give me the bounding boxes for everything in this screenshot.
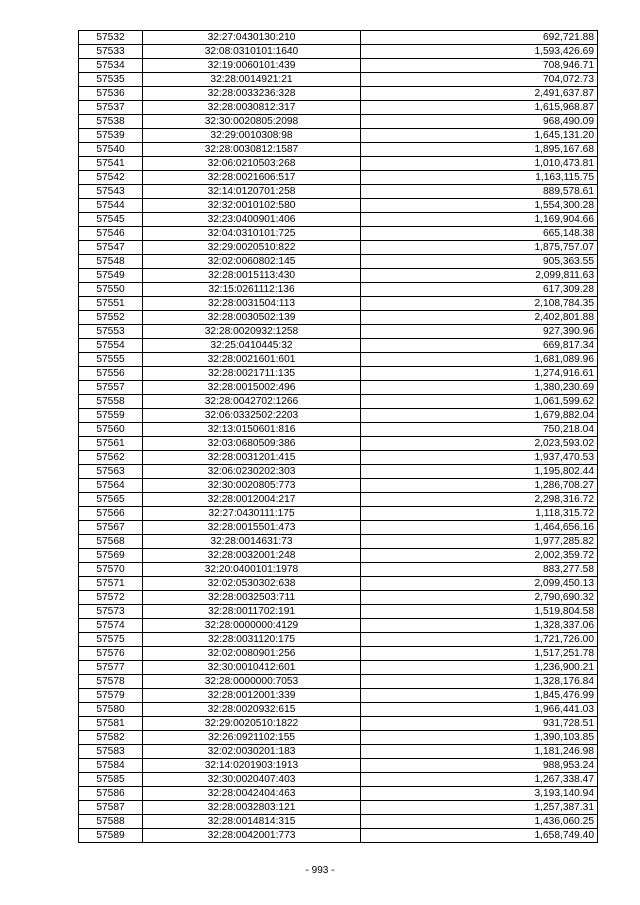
- row-number-cell: 57562: [79, 451, 143, 465]
- table-row: [79, 255, 598, 269]
- cadastral-number-cell: 32:29:0010308:98: [143, 129, 361, 143]
- table-row: [79, 815, 598, 829]
- table-row: [79, 591, 598, 605]
- value-cell: 2,023,593.02: [361, 437, 598, 451]
- value-cell: 1,615,968.87: [361, 101, 598, 115]
- table-row: [79, 787, 598, 801]
- table-row: [79, 381, 598, 395]
- row-number-cell: 57564: [79, 479, 143, 493]
- cadastral-number-cell: 32:28:0014921:21: [143, 73, 361, 87]
- table-row: [79, 353, 598, 367]
- value-cell: 750,218.04: [361, 423, 598, 437]
- row-number-cell: 57537: [79, 101, 143, 115]
- table-row: [79, 507, 598, 521]
- cadastral-number-cell: 32:03:0680509:386: [143, 437, 361, 451]
- table-row: [79, 409, 598, 423]
- table-row: [79, 143, 598, 157]
- table-row: [79, 395, 598, 409]
- row-number-cell: 57574: [79, 619, 143, 633]
- table-row: [79, 689, 598, 703]
- table-row: [79, 59, 598, 73]
- table-row: [79, 325, 598, 339]
- table-row: [79, 535, 598, 549]
- cadastral-number-cell: 32:28:0042702:1266: [143, 395, 361, 409]
- table-row: [79, 73, 598, 87]
- table-row: [79, 269, 598, 283]
- row-number-cell: 57588: [79, 815, 143, 829]
- row-number-cell: 57544: [79, 199, 143, 213]
- row-number-cell: 57573: [79, 605, 143, 619]
- cadastral-number-cell: 32:28:0021601:601: [143, 353, 361, 367]
- value-cell: 708,946.71: [361, 59, 598, 73]
- value-cell: 2,002,359.72: [361, 549, 598, 563]
- table-row: [79, 605, 598, 619]
- row-number-cell: 57553: [79, 325, 143, 339]
- row-number-cell: 57557: [79, 381, 143, 395]
- page-number: - 993 -: [305, 865, 335, 876]
- cadastral-number-cell: 32:28:0032001:248: [143, 549, 361, 563]
- cadastral-number-cell: 32:28:0014814:315: [143, 815, 361, 829]
- value-cell: 1,328,176.84: [361, 675, 598, 689]
- row-number-cell: 57539: [79, 129, 143, 143]
- row-number-cell: 57575: [79, 633, 143, 647]
- cadastral-number-cell: 32:27:0430130:210: [143, 31, 361, 45]
- cadastral-number-cell: 32:30:0020805:773: [143, 479, 361, 493]
- row-number-cell: 57579: [79, 689, 143, 703]
- cadastral-number-cell: 32:28:0012004:217: [143, 493, 361, 507]
- value-cell: 1,236,900.21: [361, 661, 598, 675]
- cadastral-number-cell: 32:32:0010102:580: [143, 199, 361, 213]
- table-row: [79, 101, 598, 115]
- value-cell: 665,148.38: [361, 227, 598, 241]
- row-number-cell: 57585: [79, 773, 143, 787]
- cadastral-number-cell: 32:23:0400901:406: [143, 213, 361, 227]
- row-number-cell: 57548: [79, 255, 143, 269]
- cadastral-value-table: [78, 30, 598, 843]
- cadastral-number-cell: 32:02:0530302:638: [143, 577, 361, 591]
- row-number-cell: 57542: [79, 171, 143, 185]
- row-number-cell: 57565: [79, 493, 143, 507]
- value-cell: 692,721.88: [361, 31, 598, 45]
- cadastral-number-cell: 32:28:0031120:175: [143, 633, 361, 647]
- cadastral-number-cell: 32:30:0010412:601: [143, 661, 361, 675]
- value-cell: 1,658,749.40: [361, 829, 598, 843]
- value-cell: 1,390,103.85: [361, 731, 598, 745]
- value-cell: 988,953.24: [361, 759, 598, 773]
- value-cell: 1,645,131.20: [361, 129, 598, 143]
- table-row: [79, 451, 598, 465]
- row-number-cell: 57567: [79, 521, 143, 535]
- cadastral-number-cell: 32:28:0011702:191: [143, 605, 361, 619]
- table-row: [79, 227, 598, 241]
- cadastral-number-cell: 32:19:0060101:439: [143, 59, 361, 73]
- cadastral-number-cell: 32:28:0014631:73: [143, 535, 361, 549]
- value-cell: 669,817.34: [361, 339, 598, 353]
- cadastral-number-cell: 32:30:0020407:403: [143, 773, 361, 787]
- cadastral-number-cell: 32:02:0030201:183: [143, 745, 361, 759]
- row-number-cell: 57572: [79, 591, 143, 605]
- table-row: [79, 647, 598, 661]
- table-row: [79, 115, 598, 129]
- table-row: [79, 367, 598, 381]
- row-number-cell: 57550: [79, 283, 143, 297]
- value-cell: 2,298,316.72: [361, 493, 598, 507]
- row-number-cell: 57552: [79, 311, 143, 325]
- value-cell: 1,267,338.47: [361, 773, 598, 787]
- value-cell: 905,363.55: [361, 255, 598, 269]
- cadastral-number-cell: 32:28:0000000:4129: [143, 619, 361, 633]
- row-number-cell: 57566: [79, 507, 143, 521]
- table-row: [79, 759, 598, 773]
- value-cell: 1,681,089.96: [361, 353, 598, 367]
- row-number-cell: 57569: [79, 549, 143, 563]
- cadastral-number-cell: 32:25:0410445:32: [143, 339, 361, 353]
- value-cell: 1,118,315.72: [361, 507, 598, 521]
- value-cell: 1,937,470.53: [361, 451, 598, 465]
- row-number-cell: 57580: [79, 703, 143, 717]
- value-cell: 1,010,473.81: [361, 157, 598, 171]
- value-cell: 1,517,251.78: [361, 647, 598, 661]
- table-row: [79, 311, 598, 325]
- row-number-cell: 57587: [79, 801, 143, 815]
- row-number-cell: 57560: [79, 423, 143, 437]
- cadastral-number-cell: 32:06:0230202:303: [143, 465, 361, 479]
- row-number-cell: 57533: [79, 45, 143, 59]
- cadastral-number-cell: 32:15:0261112:136: [143, 283, 361, 297]
- value-cell: 1,875,757.07: [361, 241, 598, 255]
- table-row: [79, 563, 598, 577]
- value-cell: 1,380,230.69: [361, 381, 598, 395]
- cadastral-number-cell: 32:06:0210503:268: [143, 157, 361, 171]
- cadastral-number-cell: 32:08:0310101:1640: [143, 45, 361, 59]
- row-number-cell: 57541: [79, 157, 143, 171]
- row-number-cell: 57584: [79, 759, 143, 773]
- value-cell: 1,286,708.27: [361, 479, 598, 493]
- cadastral-number-cell: 32:28:0021606:517: [143, 171, 361, 185]
- value-cell: 617,309.28: [361, 283, 598, 297]
- table-row: [79, 423, 598, 437]
- row-number-cell: 57558: [79, 395, 143, 409]
- table-row: [79, 31, 598, 45]
- value-cell: 1,845,476.99: [361, 689, 598, 703]
- row-number-cell: 57532: [79, 31, 143, 45]
- cadastral-number-cell: 32:14:0201903:1913: [143, 759, 361, 773]
- table-row: [79, 661, 598, 675]
- cadastral-number-cell: 32:30:0020805:2098: [143, 115, 361, 129]
- cadastral-number-cell: 32:28:0015113:430: [143, 269, 361, 283]
- table-row: [79, 339, 598, 353]
- value-cell: 1,195,802.44: [361, 465, 598, 479]
- cadastral-number-cell: 32:28:0033236:328: [143, 87, 361, 101]
- table-row: [79, 479, 598, 493]
- value-cell: 2,790,690.32: [361, 591, 598, 605]
- row-number-cell: 57556: [79, 367, 143, 381]
- table-row: [79, 129, 598, 143]
- row-number-cell: 57538: [79, 115, 143, 129]
- value-cell: 1,436,060.25: [361, 815, 598, 829]
- value-cell: 931,728.51: [361, 717, 598, 731]
- value-cell: 1,181,246.98: [361, 745, 598, 759]
- value-cell: 1,328,337.06: [361, 619, 598, 633]
- cadastral-number-cell: 32:02:0060802:145: [143, 255, 361, 269]
- table-row: [79, 731, 598, 745]
- cadastral-number-cell: 32:26:0921102:155: [143, 731, 361, 745]
- table-row: [79, 745, 598, 759]
- table-row: [79, 157, 598, 171]
- cadastral-number-cell: 32:28:0042001:773: [143, 829, 361, 843]
- table-row: [79, 493, 598, 507]
- cadastral-number-cell: 32:28:0015002:496: [143, 381, 361, 395]
- row-number-cell: 57581: [79, 717, 143, 731]
- cadastral-number-cell: 32:28:0000000:7053: [143, 675, 361, 689]
- value-cell: 1,593,426.69: [361, 45, 598, 59]
- row-number-cell: 57535: [79, 73, 143, 87]
- cadastral-number-cell: 32:13:0150601:816: [143, 423, 361, 437]
- value-cell: 3,193,140.94: [361, 787, 598, 801]
- value-cell: 889,578.61: [361, 185, 598, 199]
- table-row: [79, 283, 598, 297]
- cadastral-number-cell: 32:29:0020510:1822: [143, 717, 361, 731]
- cadastral-number-cell: 32:28:0042404:463: [143, 787, 361, 801]
- table-row: [79, 213, 598, 227]
- value-cell: 1,554,300.28: [361, 199, 598, 213]
- table-row: [79, 675, 598, 689]
- value-cell: 927,390.96: [361, 325, 598, 339]
- cadastral-number-cell: 32:28:0021711:135: [143, 367, 361, 381]
- cadastral-number-cell: 32:28:0032503:711: [143, 591, 361, 605]
- table-row: [79, 297, 598, 311]
- cadastral-number-cell: 32:28:0020932:615: [143, 703, 361, 717]
- table-row: [79, 801, 598, 815]
- value-cell: 1,257,387.31: [361, 801, 598, 815]
- value-cell: 1,061,599.62: [361, 395, 598, 409]
- table-row: [79, 773, 598, 787]
- value-cell: 2,491,637.87: [361, 87, 598, 101]
- cadastral-number-cell: 32:14:0120701:258: [143, 185, 361, 199]
- table-row: [79, 241, 598, 255]
- cadastral-number-cell: 32:02:0080901:256: [143, 647, 361, 661]
- cadastral-number-cell: 32:20:0400101:1978: [143, 563, 361, 577]
- row-number-cell: 57571: [79, 577, 143, 591]
- cadastral-number-cell: 32:28:0032803:121: [143, 801, 361, 815]
- row-number-cell: 57536: [79, 87, 143, 101]
- table-row: [79, 465, 598, 479]
- cadastral-number-cell: 32:27:0430111:175: [143, 507, 361, 521]
- row-number-cell: 57547: [79, 241, 143, 255]
- value-cell: 1,977,285.82: [361, 535, 598, 549]
- row-number-cell: 57554: [79, 339, 143, 353]
- value-cell: 1,274,916.61: [361, 367, 598, 381]
- cadastral-number-cell: 32:04:0310101:725: [143, 227, 361, 241]
- row-number-cell: 57563: [79, 465, 143, 479]
- row-number-cell: 57545: [79, 213, 143, 227]
- value-cell: 704,072.73: [361, 73, 598, 87]
- row-number-cell: 57534: [79, 59, 143, 73]
- value-cell: 1,163,115.75: [361, 171, 598, 185]
- cadastral-number-cell: 32:28:0030502:139: [143, 311, 361, 325]
- row-number-cell: 57589: [79, 829, 143, 843]
- value-cell: 2,099,450.13: [361, 577, 598, 591]
- value-cell: 2,402,801.88: [361, 311, 598, 325]
- cadastral-number-cell: 32:28:0030812:317: [143, 101, 361, 115]
- row-number-cell: 57546: [79, 227, 143, 241]
- table-row: [79, 619, 598, 633]
- row-number-cell: 57577: [79, 661, 143, 675]
- value-cell: 2,108,784.35: [361, 297, 598, 311]
- value-cell: 1,464,656.16: [361, 521, 598, 535]
- value-cell: 883,277.58: [361, 563, 598, 577]
- value-cell: 1,721,726.00: [361, 633, 598, 647]
- table-row: [79, 171, 598, 185]
- cadastral-number-cell: 32:28:0030812:1587: [143, 143, 361, 157]
- row-number-cell: 57543: [79, 185, 143, 199]
- table-row: [79, 45, 598, 59]
- value-cell: 2,099,811.63: [361, 269, 598, 283]
- value-cell: 1,679,882.04: [361, 409, 598, 423]
- row-number-cell: 57561: [79, 437, 143, 451]
- value-cell: 1,966,441.03: [361, 703, 598, 717]
- table-row: [79, 521, 598, 535]
- row-number-cell: 57576: [79, 647, 143, 661]
- cadastral-number-cell: 32:29:0020510:822: [143, 241, 361, 255]
- table-row: [79, 437, 598, 451]
- value-cell: 968,490.09: [361, 115, 598, 129]
- row-number-cell: 57555: [79, 353, 143, 367]
- row-number-cell: 57586: [79, 787, 143, 801]
- table-row: [79, 577, 598, 591]
- cadastral-number-cell: 32:28:0012001:339: [143, 689, 361, 703]
- row-number-cell: 57551: [79, 297, 143, 311]
- row-number-cell: 57582: [79, 731, 143, 745]
- table-row: [79, 87, 598, 101]
- cadastral-number-cell: 32:06:0332502:2203: [143, 409, 361, 423]
- cadastral-number-cell: 32:28:0015501:473: [143, 521, 361, 535]
- table-row: [79, 185, 598, 199]
- table-row: [79, 633, 598, 647]
- value-cell: 1,519,804.58: [361, 605, 598, 619]
- row-number-cell: 57583: [79, 745, 143, 759]
- table-row: [79, 703, 598, 717]
- value-cell: 1,169,904.66: [361, 213, 598, 227]
- row-number-cell: 57578: [79, 675, 143, 689]
- cadastral-number-cell: 32:28:0031504:113: [143, 297, 361, 311]
- table-row: [79, 717, 598, 731]
- row-number-cell: 57568: [79, 535, 143, 549]
- table-row: [79, 829, 598, 843]
- table-row: [79, 199, 598, 213]
- value-cell: 1,895,167.68: [361, 143, 598, 157]
- row-number-cell: 57549: [79, 269, 143, 283]
- row-number-cell: 57559: [79, 409, 143, 423]
- table-row: [79, 549, 598, 563]
- cadastral-number-cell: 32:28:0031201:415: [143, 451, 361, 465]
- cadastral-number-cell: 32:28:0020932:1258: [143, 325, 361, 339]
- table-body: [79, 31, 598, 843]
- row-number-cell: 57570: [79, 563, 143, 577]
- row-number-cell: 57540: [79, 143, 143, 157]
